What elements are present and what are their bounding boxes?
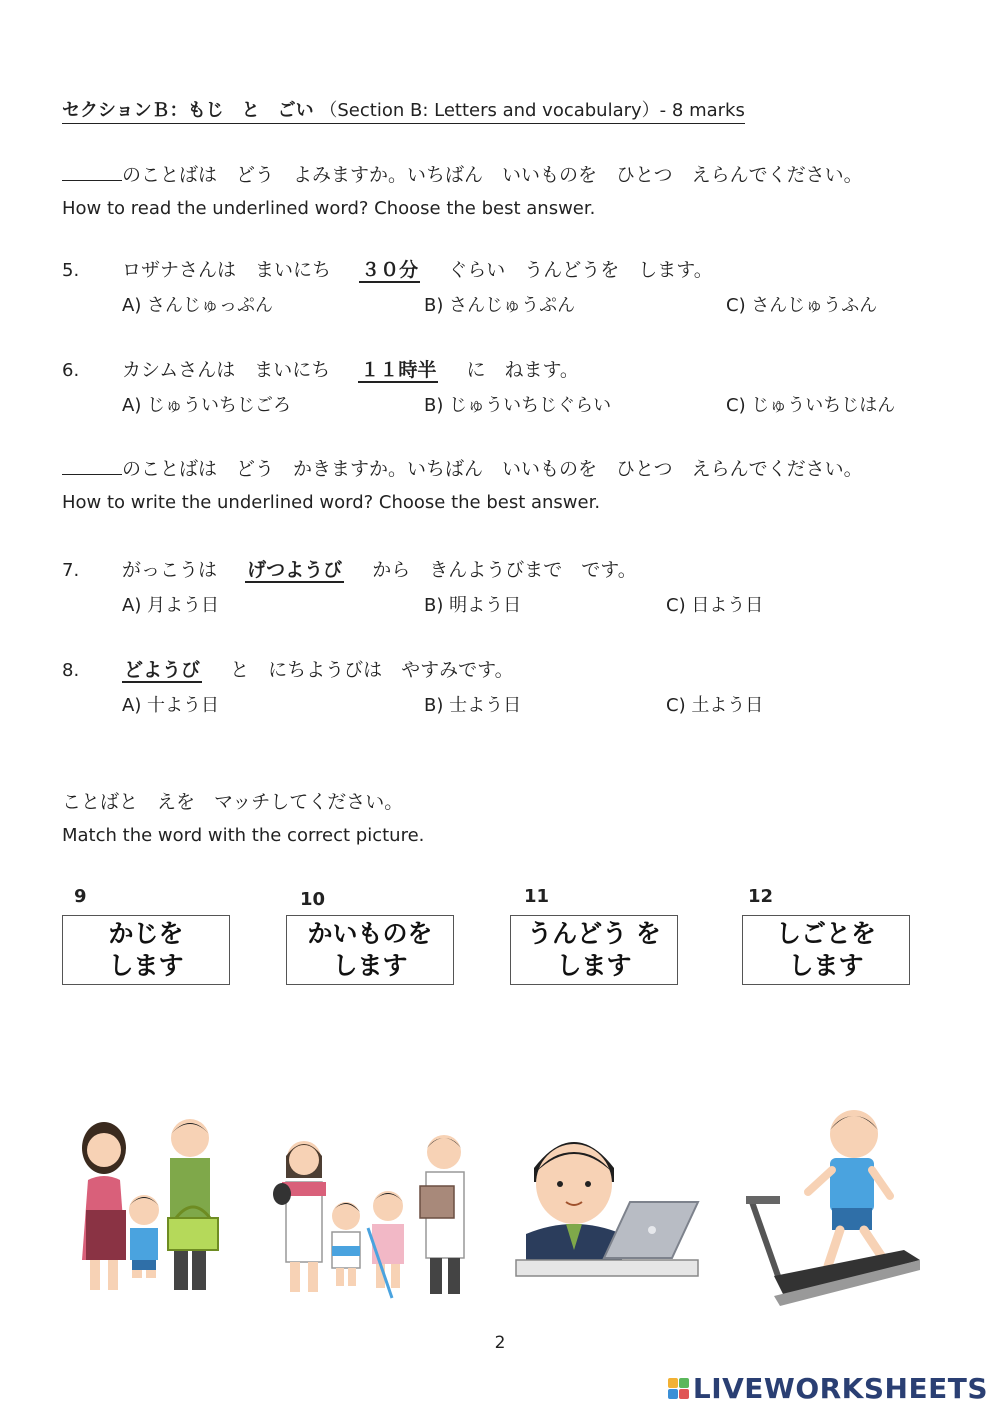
match-number-12: 12 [748,886,774,907]
q7-option-c[interactable]: C) 日よう日 [666,595,764,616]
underline-blank [62,162,122,181]
question-5: 5. ロザナさんは まいにち ３０分 ぐらい うんどうを します。 [62,259,713,281]
match-word-box-9[interactable]: かじを します [62,915,230,985]
match-word-box-11[interactable]: うんどう を します [510,915,678,985]
question-7: 7. がっこうは げつようび から きんようびまで です。 [62,559,637,581]
part3-instruction-jp: ことばと えを マッチしてください。 [62,791,404,813]
q8-option-a[interactable]: A) 十よう日 [122,695,220,716]
q8-option-c[interactable]: C) 土よう日 [666,695,764,716]
picture-man-working[interactable] [512,1122,702,1282]
underlined-word: どようび [124,659,201,681]
section-title-jp: セクションＢ：もじ と ごい [62,100,314,121]
liveworksheets-logo: LIVEWORKSHEETS [668,1372,988,1405]
part1-instruction-jp: のことばは どう よみますか。いちばん いいものを ひとつ えらんでください。 [62,162,863,188]
q5-option-b[interactable]: B) さんじゅうぷん [424,295,576,316]
underlined-word: げつようび [247,559,343,581]
q6-option-b[interactable]: B) じゅういちじぐらい [424,395,612,416]
picture-family-chores[interactable] [272,1128,472,1303]
underline-blank [62,456,122,475]
picture-family-shopping[interactable] [72,1110,232,1300]
match-number-11: 11 [524,886,550,907]
part2-instruction-jp: のことばは どう かきますか。いちばん いいものを ひとつ えらんでください。 [62,456,863,482]
q8-option-b[interactable]: B) 士よう日 [424,695,522,716]
question-number: 6. [62,360,80,381]
question-number: 7. [62,560,80,581]
q7-option-a[interactable]: A) 月よう日 [122,595,220,616]
section-title-en: （Section B: Letters and vocabulary）- 8 marks [319,100,745,121]
section-title [62,96,745,124]
underlined-word: ３０分 [361,259,419,281]
brand-grid-icon [668,1378,689,1399]
match-number-9: 9 [74,886,87,907]
question-number: 8. [62,660,80,681]
q5-option-c[interactable]: C) さんじゅうふん [726,295,878,316]
q5-option-a[interactable]: A) さんじゅっぷん [122,295,274,316]
question-number: 5. [62,260,80,281]
question-8: 8. どようび と にちようびは やすみです。 [62,659,514,681]
underlined-word: １１時半 [360,359,437,381]
q6-option-a[interactable]: A) じゅういちじごろ [122,395,292,416]
part3-instruction-en: Match the word with the correct picture. [62,825,425,846]
page-number: 2 [494,1333,506,1353]
match-word-box-12[interactable]: しごとを します [742,915,910,985]
question-6: 6. カシムさんは まいにち １１時半 に ねます。 [62,359,579,381]
q6-option-c[interactable]: C) じゅういちじはん [726,395,896,416]
q7-option-b[interactable]: B) 明よう日 [424,595,522,616]
match-word-box-10[interactable]: かいものを します [286,915,454,985]
part2-instruction-en: How to write the underlined word? Choose the best answer. [62,492,601,513]
part1-instruction-en: How to read the underlined word? Choose the best answer. [62,198,596,219]
match-number-10: 10 [300,889,326,910]
picture-boy-exercising[interactable] [744,1100,924,1310]
